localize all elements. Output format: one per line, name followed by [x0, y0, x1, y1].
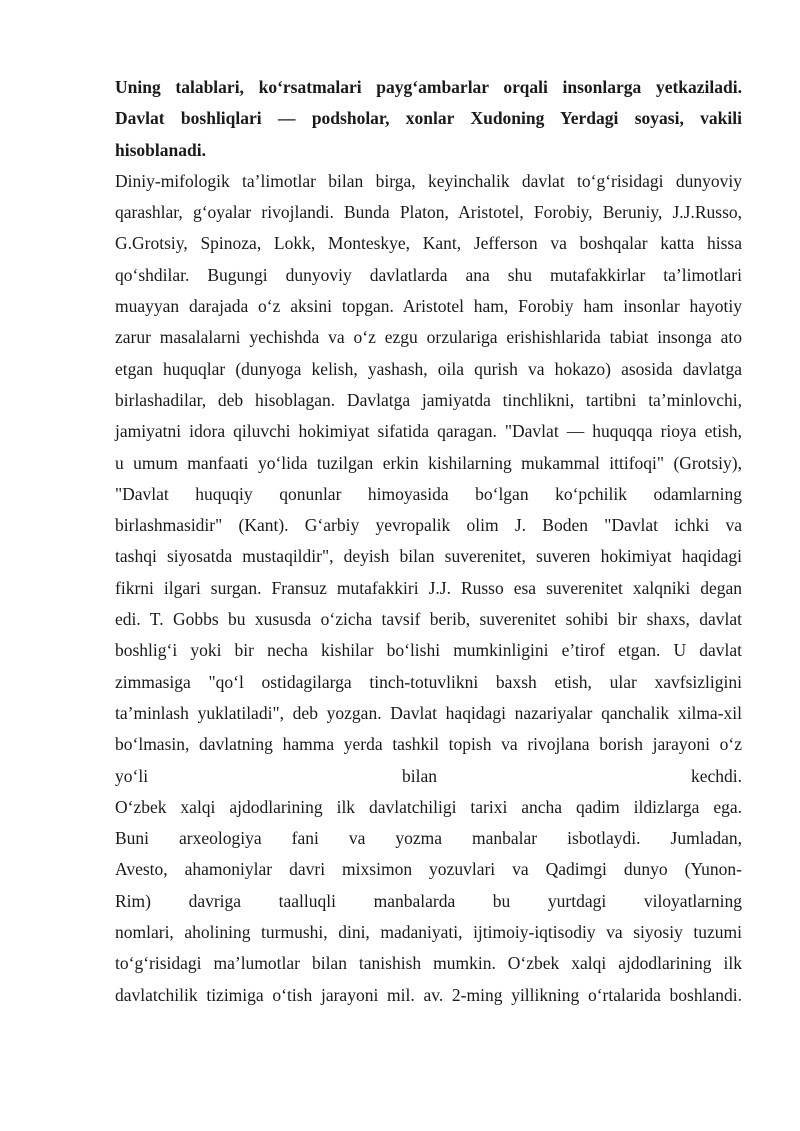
document-body	[115, 72, 742, 1011]
bold-intro-line-2: Davlat boshliqlari — podsholar, xonlar Xudoning Yerdagi soyasi, vakili	[115, 108, 742, 129]
paragraph-2-line: Rim) davriga taalluqli manbalarda bu yurtdagi viloyatlarning	[115, 890, 742, 911]
paragraph-1-line: G.Grotsiy, Spinoza, Lokk, Monteskye, Kant, Jefferson va boshqalar katta hissa	[115, 233, 742, 254]
paragraph-2-line: O‘zbek xalqi ajdodlarining ilk davlatchiligi tarixi ancha qadim ildizlarga ega.	[115, 796, 742, 817]
paragraph-1-line: edi. T. Gobbs bu xususda o‘zicha tavsif berib, suverenitet sohibi bir shaxs, davlat	[115, 609, 742, 630]
paragraph-1-line: ta’minlash yuklatiladi", deb yozgan. Davlat haqidagi nazariyalar qanchalik xilma-xil	[115, 702, 742, 723]
paragraph-2-line: davlatchilik tizimiga o‘tish jarayoni mil. av. 2-ming yillikning o‘rtalarida boshlandi.	[115, 984, 742, 1005]
paragraph-1-line: etgan huquqlar (dunyoga kelish, yashash, oila qurish va hokazo) asosida davlatga	[115, 358, 742, 379]
paragraph-1-line: yo‘li bilan kechdi.	[115, 765, 742, 786]
bold-intro-line-1: Uning talablari, ko‘rsatmalari payg‘ambarlar orqali insonlarga yetkaziladi.	[115, 77, 742, 97]
paragraph-1-line: boshlig‘i yoki bir necha kishilar bo‘lishi mumkinligini e’tirof etgan. U davlat	[115, 640, 742, 661]
paragraph-1-line: "Davlat huquqiy qonunlar himoyasida bo‘lgan ko‘pchilik odamlarning	[115, 483, 742, 504]
paragraph-1-line: jamiyatni idora qiluvchi hokimiyat sifatida qaragan. "Davlat — huquqqa rioya etish,	[115, 421, 742, 442]
bold-intro-line-3: hisoblanadi.	[115, 139, 206, 160]
paragraph-1-line: birlashadilar, deb hisoblagan. Davlatga jamiyatda tinchlikni, tartibni ta’minlovchi,	[115, 389, 742, 410]
paragraph-1-line: Diniy-mifologik ta’limotlar bilan birga, keyinchalik davlat to‘g‘risidagi dunyoviy	[115, 170, 742, 191]
paragraph-1-line: zimmasiga "qo‘l ostidagilarga tinch-totuvlikni baxsh etish, ular xavfsizligini	[115, 671, 742, 692]
paragraph-2-line: nomlari, aholining turmushi, dini, madaniyati, ijtimoiy-iqtisodiy va siyosiy tuzumi	[115, 922, 742, 943]
paragraph-1-line: qo‘shdilar. Bugungi dunyoviy davlatlarda ana shu mutafakkirlar ta’limotlari	[115, 264, 742, 285]
paragraph-1-line: u umum manfaati yo‘lida tuzilgan erkin kishilarning mukammal ittifoqi" (Grotsiy),	[115, 452, 742, 473]
paragraph-1-line: muayyan darajada o‘z aksini topgan. Aristotel ham, Forobiy ham insonlar hayotiy	[115, 296, 742, 317]
paragraph-2-line: to‘g‘risidagi ma’lumotlar bilan tanishish mumkin. O‘zbek xalqi ajdodlarining ilk	[115, 953, 742, 974]
paragraph-1-line: tashqi siyosatda mustaqildir", deyish bilan suverenitet, suveren hokimiyat haqidagi	[115, 546, 742, 567]
paragraph-2-line: Buni arxeologiya fani va yozma manbalar isbotlaydi. Jumladan,	[115, 828, 742, 849]
paragraph-1-line: qarashlar, g‘oyalar rivojlandi. Bunda Platon, Aristotel, Forobiy, Beruniy, J.J.Russo,	[115, 202, 742, 223]
paragraph-1-line: birlashmasidir" (Kant). G‘arbiy yevropalik olim J. Boden "Davlat ichki va	[115, 515, 742, 536]
paragraph-2-line: Avesto, ahamoniylar davri mixsimon yozuvlari va Qadimgi dunyo (Yunon-	[115, 859, 742, 880]
paragraph-1-line: fikrni ilgari surgan. Fransuz mutafakkiri J.J. Russo esa suverenitet xalqniki degan	[115, 577, 742, 598]
paragraph-1-line: bo‘lmasin, davlatning hamma yerda tashkil topish va rivojlana borish jarayoni o‘z	[115, 734, 742, 755]
paragraph-1-line: zarur masalalarni yechishda va o‘z ezgu orzulariga erishishlarida tabiat insonga ato	[115, 327, 742, 348]
